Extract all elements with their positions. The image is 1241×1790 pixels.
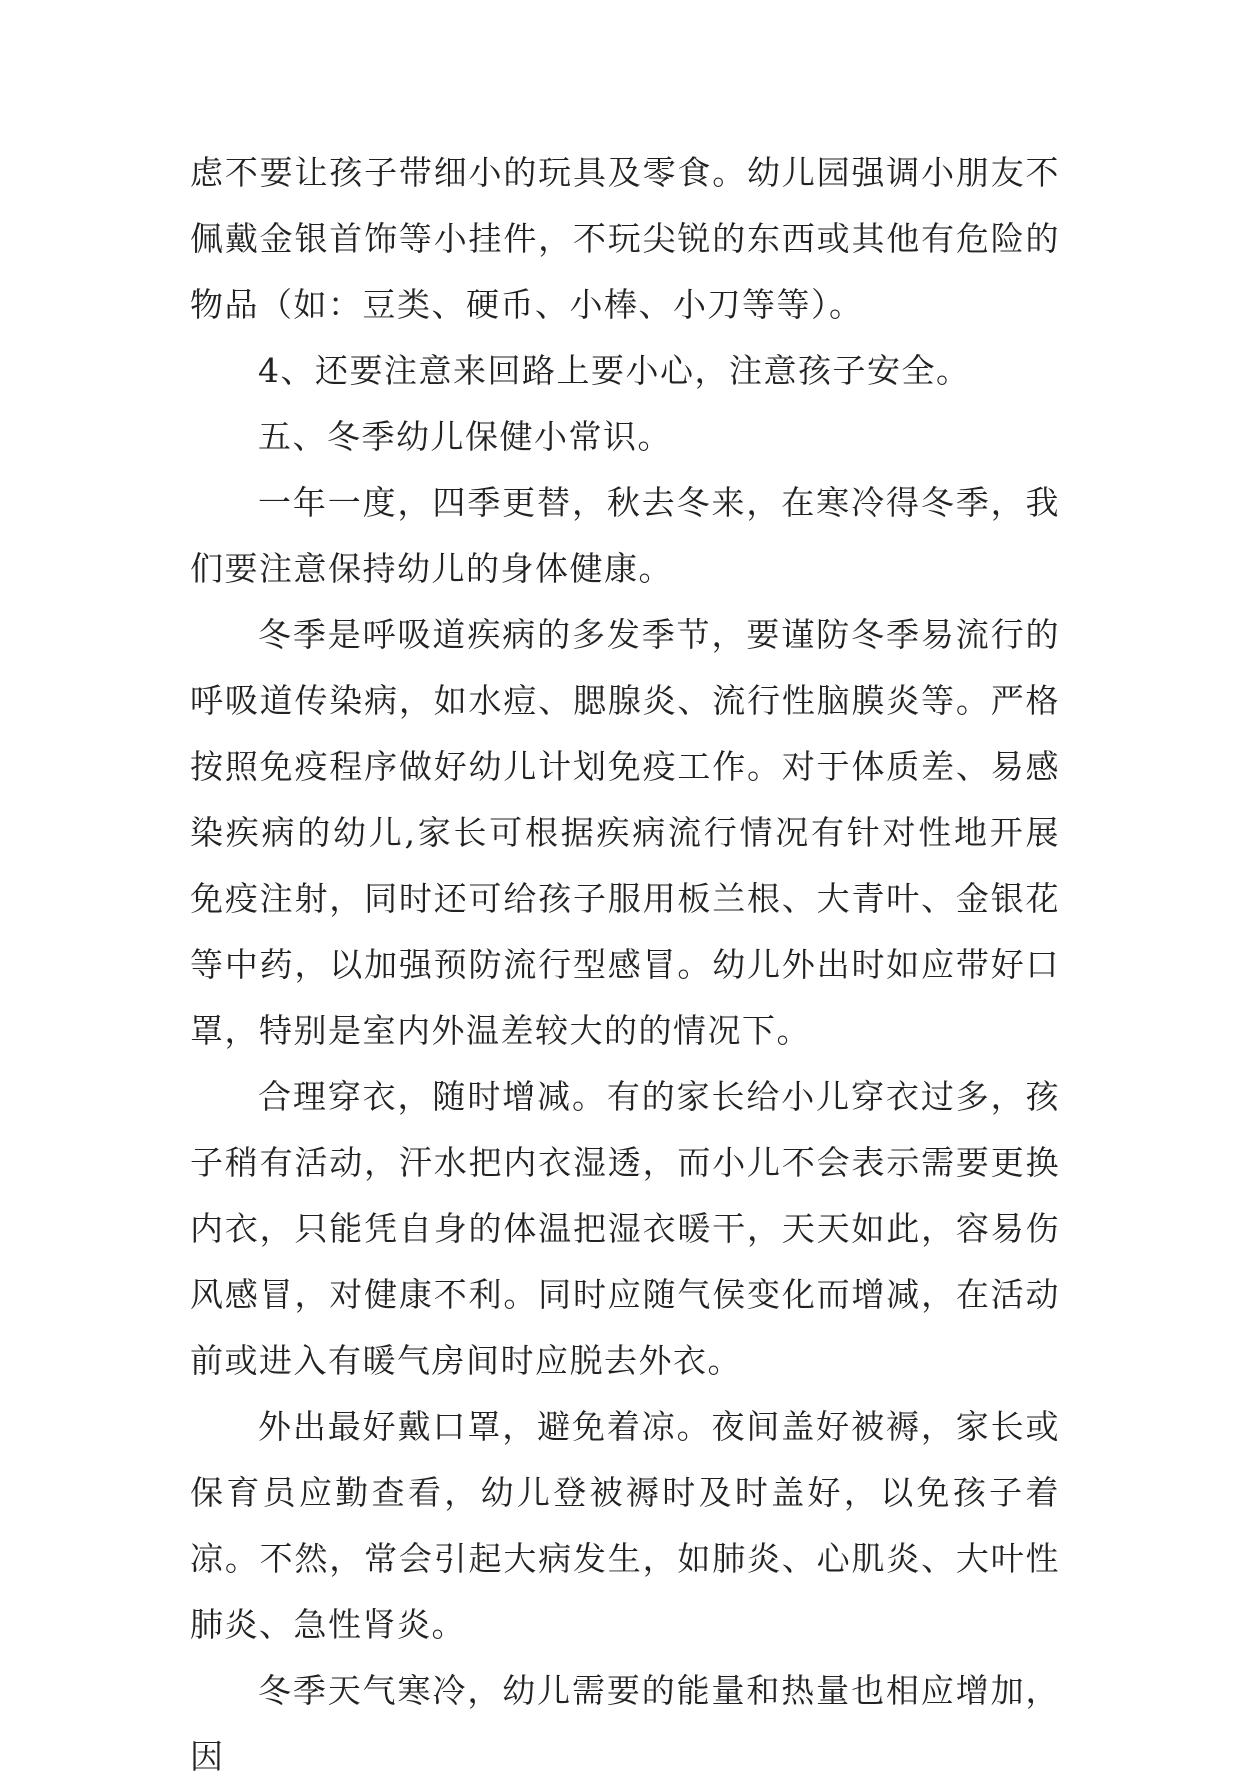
section-heading: 五、冬季幼儿保健小常识。 <box>258 417 672 456</box>
paragraph-7: 外出最好戴口罩，避免着凉。夜间盖好被褥，家长或保育员应勤查看，幼儿登被褥时及时盖好，以免孩子着凉。不然，常会引起大病发生，如肺炎、心肌炎、大叶性肺炎、急性肾炎。 <box>190 1407 1060 1644</box>
paragraph-4: 一年一度，四季更替，秋去冬来，在寒冷得冬季，我们要注意保持幼儿的身体健康。 <box>190 483 1060 588</box>
paragraph-2: 4、还要注意来回路上要小心，注意孩子安全。 <box>258 351 971 390</box>
paragraph-5: 冬季是呼吸道疾病的多发季节，要谨防冬季易流行的呼吸道传染病，如水痘、腮腺炎、流行性脑膜炎等。严格按照免疫程序做好幼儿计划免疫工作。对于体质差、易感染疾病的幼儿,家长可根据疾病流行情况有针对性地开展免疫注射，同时还可给孩子服用板兰根、大青叶、金银花等中药，以加强预防流行型感冒。幼儿外出时如应带好口罩，特别是室内外温差较大的的情况下。 <box>190 615 1060 1050</box>
paragraph-6: 合理穿衣，随时增减。有的家长给小儿穿衣过多，孩子稍有活动，汗水把内衣湿透，而小儿不会表示需要更换内衣，只能凭自身的体温把湿衣暖干，天天如此，容易伤风感冒，对健康不利。同时应随气侯变化而增减，在活动前或进入有暖气房间时应脱去外衣。 <box>190 1077 1060 1380</box>
paragraph-8: 冬季天气寒冷，幼儿需要的能量和热量也相应增加，因 <box>190 1671 1060 1776</box>
document-body <box>190 140 1060 1790</box>
paragraph-1: 虑不要让孩子带细小的玩具及零食。幼儿园强调小朋友不佩戴金银首饰等小挂件，不玩尖锐的东西或其他有危险的物品（如：豆类、硬币、小棒、小刀等等）。 <box>190 153 1060 324</box>
